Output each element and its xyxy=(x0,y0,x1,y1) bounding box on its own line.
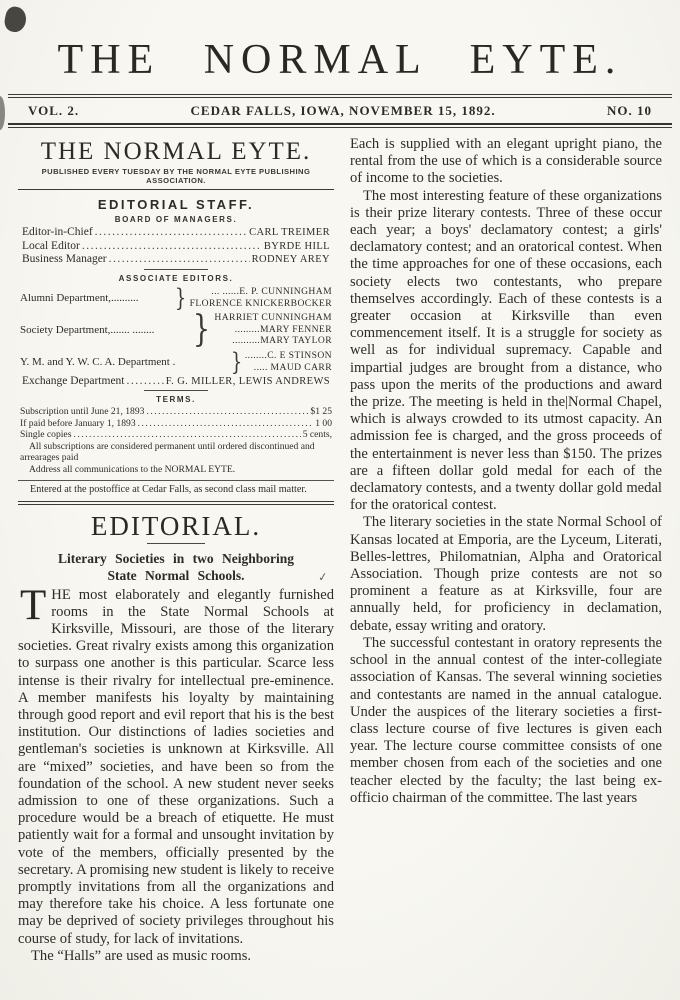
editorial-heading: EDITORIAL. xyxy=(90,510,262,541)
editor-name: ........C. E STINSON xyxy=(244,349,332,361)
editor-name: ... ......E. P. CUNNINGHAM xyxy=(211,285,332,297)
staff-role: Local Editor xyxy=(22,239,80,252)
article-paragraph: The most interesting feature of these organizations is their prize literary contests. Three of these occur each year; a boys' declamatory contest; a girls' declamatory contest; and an oratorical contest. When the time approaches for one of these occasions, each society elects two contestants, who prepare themselves accordingly. Each of these contests is a greater occasion at Kirksville than even commencement itself. It is a struggle for society as well as for individual supremacy. Capable and impartial judges are brought from a distance, who pass upon the merits of the productions and award the prize. The meeting is held in the|Normal Chapel, which is always crowded to its utmost capacity. An admission fee is charged, and the gross proceeds of the entertainment is never less than $150. The prizes are a fifteen dollar gold medal for each of the declamatory contests, and a twenty dollar gold medal for the oratorical contest. xyxy=(350,187,662,514)
board-of-managers-heading: BOARD OF MANAGERS. xyxy=(114,215,238,224)
brace-glyph: } xyxy=(193,308,211,350)
staff-role: Business Manager xyxy=(22,253,107,265)
volume-label: VOL. 2. xyxy=(28,103,80,118)
article-title-line2: State Normal Schools. xyxy=(107,567,245,583)
associate-row xyxy=(18,349,334,375)
staff-name: RODNEY AREY xyxy=(251,254,330,265)
editor-name: HARRIET CUNNINGHAM xyxy=(214,312,332,324)
dateline: CEDAR FALLS, IOWA, NOVEMBER 15, 1892. xyxy=(190,103,496,118)
associate-row xyxy=(18,375,334,389)
section-divider xyxy=(144,269,208,270)
staff-name: CARL TREIMER xyxy=(249,227,330,238)
department-label: Exchange Department xyxy=(22,374,125,387)
handwritten-check-mark: ✓ xyxy=(316,568,329,585)
associate-row xyxy=(18,285,334,311)
issue-line xyxy=(0,98,680,123)
terms-row xyxy=(18,418,334,430)
editor-names xyxy=(190,286,332,309)
staff-row xyxy=(18,253,334,267)
article-title xyxy=(18,550,334,584)
terms-price: $1 25 xyxy=(310,406,332,417)
dot-leader xyxy=(138,418,314,430)
dot-leader xyxy=(109,253,250,267)
dot-leader xyxy=(95,226,247,240)
dot-leader xyxy=(73,429,300,441)
staff-role: Editor-in-Chief xyxy=(22,226,93,238)
editor-names xyxy=(214,312,332,347)
article-title-line1: Literary Societies in two Neighboring xyxy=(58,550,294,566)
editor-name: ..... MAUD CARR xyxy=(253,361,332,373)
section-divider xyxy=(144,390,208,391)
department-label: Alumni Department,.......... xyxy=(20,291,139,304)
article-paragraph: The literary societies in the state Normal School of Kansas located at Emporia, are the Lyceum, Literati, Belles-lettres, Philomatnian, Alpha and Oratorical Association. Though prize contests are not so prominent a feature as at Kirksville, four are annually held, for proficiency in declamation, debate, essay writing and oratory. xyxy=(350,514,662,634)
masthead xyxy=(0,0,680,128)
editor-name: F. G. MILLER, LEWIS ANDREWS xyxy=(165,375,330,387)
article-paragraph: Each is supplied with an elegant upright piano, the rental from the use of which is a considerable source of income to the societies. xyxy=(350,136,662,187)
staff-row xyxy=(18,226,334,240)
dot-leader xyxy=(146,406,308,418)
newspaper-title: THE NORMAL EYTE. xyxy=(57,37,623,83)
brace-glyph: } xyxy=(230,347,242,376)
terms-row xyxy=(18,429,334,441)
issue-number: NO. 10 xyxy=(607,103,652,118)
paragraph-text: HE most elaborately and elegantly furnished rooms in the State Normal Schools at Kirksville, Missouri, are those of the literary societies. Great rivalry exists among this organization to surpass one another is this particular. Scarce less intense is their rivalry for intellectual pre-eminence. A member manifests his loyalty by maintaining through good report and evil report that his is the best institution. Our distinctions of ladies societies and gentleman's societies is unknown at Kirksville. All are “mixed” societies, and have been so from the foundation of the school. A new student never seeks admission to one of these organizations. Such a procedure would be a breach of etiquette. He must patiently wait for a formal and unsought invitation by vote of the members, officially presented by the secretary. A promising new student is likely to receive promptly invitations from all the organizations and may therefore take his choice. A less fortunate one may be deprived of society privileges throughout his course of study, for lack of invitations. xyxy=(18,586,334,947)
article-paragraph: The “Halls” are used as music rooms. xyxy=(31,947,252,964)
heading-underline xyxy=(147,543,205,544)
published-line: PUBLISHED EVERY TUESDAY BY THE NORMAL EYTE PUBLISHING ASSOCIATION. xyxy=(18,167,334,190)
terms-price: 1 00 xyxy=(315,417,332,429)
staff-name: BYRDE HILL xyxy=(263,240,330,252)
editor-name: .........MARY FENNER xyxy=(234,323,332,335)
section-divider xyxy=(18,501,334,505)
dot-leader xyxy=(82,240,262,254)
brace-glyph: } xyxy=(175,283,187,312)
dot-leader xyxy=(127,375,164,389)
postoffice-note: Entered at the postoffice at Cedar Falls, as second class mail matter. xyxy=(30,484,307,495)
terms-price: 5 cents, xyxy=(302,429,332,441)
editorial-staff-heading: EDITORIAL STAFF. xyxy=(97,197,255,212)
page-columns xyxy=(0,128,680,965)
terms-note: Address all communications to the NORMAL EYTE. xyxy=(29,463,236,475)
editor-name: FLORENCE KNICKERBOCKER xyxy=(189,297,332,309)
paper-name: THE NORMAL EYTE. xyxy=(40,138,312,165)
associate-editors-heading: ASSOCIATE EDITORS. xyxy=(118,273,234,283)
terms-label: Single copies xyxy=(20,429,72,441)
section-divider xyxy=(18,480,334,481)
terms-label: Subscription until June 21, 1893 xyxy=(20,406,145,417)
terms-row xyxy=(18,406,334,418)
drop-cap: T xyxy=(20,581,47,629)
associate-row xyxy=(18,308,334,350)
terms-label: If paid before January 1, 1893 xyxy=(20,417,136,429)
left-column xyxy=(18,136,334,965)
staff-row xyxy=(18,240,334,254)
editor-names xyxy=(245,350,332,373)
right-column xyxy=(350,136,662,965)
article-paragraph xyxy=(18,581,334,948)
article-paragraph: The successful contestant in oratory represents the school in the annual contest of the inter-collegiate association of Kansas. The several winning societies and contestants are named in the annual catalogue. Under the auspices of the literary societies a first-class lecture course of five lectures is given each year. The lecture course committee consists of one member chosen from each of the societies and one teacher elected by the faculty; the last being ex-officio chairman of the committee. The last years xyxy=(350,634,662,806)
department-label: Society Department,....... ........ xyxy=(20,323,155,336)
terms-note: All subscriptions are considered permanent until ordered discontinued and arrearages paid xyxy=(20,440,315,464)
terms-heading: TERMS. xyxy=(156,395,196,404)
department-label: Y. M. and Y. W. C. A. Department . xyxy=(20,355,176,368)
editor-name: ..........MARY TAYLOR xyxy=(232,335,332,347)
